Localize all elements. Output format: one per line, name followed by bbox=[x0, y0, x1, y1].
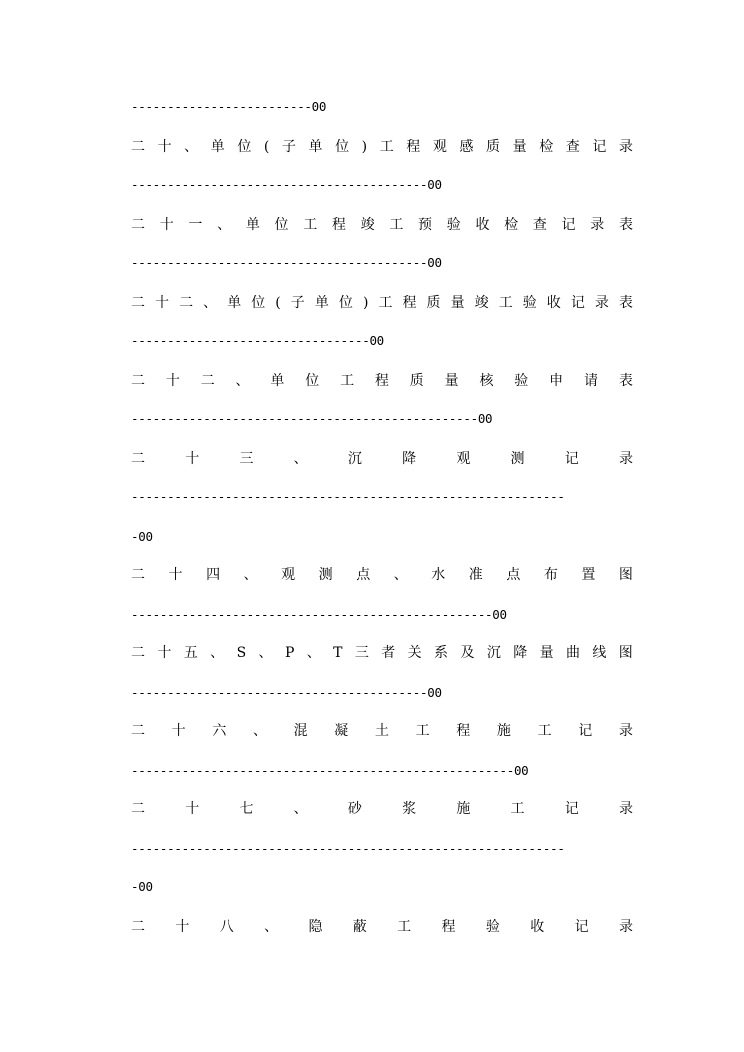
title-char: 施 bbox=[456, 801, 471, 817]
title-char: 、 bbox=[203, 295, 218, 311]
title-char: 申 bbox=[549, 373, 564, 389]
title-char: 施 bbox=[496, 723, 511, 739]
title-char: 录 bbox=[618, 801, 633, 817]
title-char: 二 bbox=[131, 801, 145, 817]
title-char: 记 bbox=[578, 723, 593, 739]
title-char: 工 bbox=[498, 295, 513, 311]
title-char: 十 bbox=[185, 451, 200, 467]
title-char: 点 bbox=[356, 567, 371, 583]
title-char: 关 bbox=[407, 645, 422, 661]
title-char: ) bbox=[362, 295, 369, 311]
title-char: 位 bbox=[274, 217, 289, 233]
title-char: 二 bbox=[131, 451, 145, 467]
title-char: 三 bbox=[354, 645, 369, 661]
title-char: 降 bbox=[402, 451, 417, 467]
title-char: S bbox=[236, 645, 247, 661]
title-char: 收 bbox=[546, 295, 561, 311]
title-char: 量 bbox=[539, 645, 554, 661]
title-char: 检 bbox=[504, 217, 519, 233]
toc-entry-title bbox=[131, 292, 633, 314]
title-char: 十 bbox=[157, 139, 172, 155]
title-char: 十 bbox=[157, 645, 172, 661]
toc-entry-title bbox=[131, 720, 633, 742]
title-char: 降 bbox=[513, 645, 528, 661]
title-char: 竣 bbox=[474, 295, 489, 311]
title-char: 单 bbox=[227, 295, 242, 311]
title-char: 程 bbox=[406, 139, 421, 155]
title-char: 观 bbox=[281, 567, 296, 583]
title-char: 浆 bbox=[402, 801, 417, 817]
title-char: 程 bbox=[441, 919, 456, 935]
title-char: 测 bbox=[510, 451, 525, 467]
title-char: ) bbox=[361, 139, 368, 155]
title-char: 观 bbox=[456, 451, 471, 467]
title-char: 、 bbox=[293, 801, 308, 817]
title-char: 验 bbox=[446, 217, 461, 233]
title-char: 工 bbox=[389, 217, 404, 233]
title-char: 二 bbox=[131, 567, 145, 583]
toc-leader-line: -----------------------------------------00 bbox=[131, 177, 442, 192]
title-char: 收 bbox=[530, 919, 545, 935]
title-char: 、 bbox=[258, 645, 273, 661]
title-char: 检 bbox=[539, 139, 554, 155]
title-char: 二 bbox=[131, 217, 145, 233]
title-char: 线 bbox=[592, 645, 607, 661]
title-char: 单 bbox=[308, 139, 323, 155]
title-char: 单 bbox=[314, 295, 329, 311]
title-char: 工 bbox=[340, 373, 355, 389]
title-char: 隐 bbox=[308, 919, 323, 935]
title-char: 七 bbox=[239, 801, 254, 817]
title-char: 十 bbox=[185, 801, 200, 817]
title-char: 二 bbox=[179, 295, 194, 311]
title-char: 量 bbox=[450, 295, 465, 311]
title-char: 及 bbox=[460, 645, 475, 661]
title-char: 一 bbox=[188, 217, 203, 233]
toc-leader-line: -----------------------------------------00 bbox=[131, 255, 442, 270]
title-char: 、 bbox=[184, 139, 199, 155]
title-char: 五 bbox=[183, 645, 198, 661]
title-char: 程 bbox=[402, 295, 417, 311]
title-char: 混 bbox=[293, 723, 308, 739]
toc-leader-line: -----------------------------------------00 bbox=[131, 685, 442, 700]
title-char: 工 bbox=[379, 139, 394, 155]
title-char: 质 bbox=[409, 373, 424, 389]
toc-leader-line: ------------------------------------------------00 bbox=[131, 411, 493, 426]
title-char: 表 bbox=[618, 295, 633, 311]
title-char: 单 bbox=[270, 373, 285, 389]
title-char: ( bbox=[263, 139, 270, 155]
title-char: 水 bbox=[431, 567, 446, 583]
title-char: 工 bbox=[397, 919, 412, 935]
title-char: 测 bbox=[318, 567, 333, 583]
title-char: 表 bbox=[618, 217, 633, 233]
title-char: 曲 bbox=[566, 645, 580, 661]
title-char: 二 bbox=[131, 295, 145, 311]
title-char: 十 bbox=[175, 919, 190, 935]
title-char: 记 bbox=[561, 217, 576, 233]
title-char: 录 bbox=[594, 295, 609, 311]
title-char: 录 bbox=[618, 919, 633, 935]
title-char: 沉 bbox=[486, 645, 501, 661]
toc-entry-title bbox=[131, 564, 633, 586]
title-char: 录 bbox=[618, 451, 633, 467]
title-char: 沉 bbox=[347, 451, 362, 467]
title-char: 十 bbox=[171, 723, 186, 739]
title-char: 点 bbox=[506, 567, 521, 583]
toc-entry-title bbox=[131, 370, 633, 392]
title-char: 查 bbox=[565, 139, 580, 155]
toc-leader-line: -------------------------00 bbox=[131, 99, 327, 114]
title-char: 工 bbox=[303, 217, 318, 233]
title-char: 、 bbox=[217, 217, 232, 233]
title-char: 预 bbox=[418, 217, 433, 233]
title-char: 者 bbox=[381, 645, 396, 661]
title-char: 核 bbox=[479, 373, 494, 389]
title-char: 程 bbox=[456, 723, 471, 739]
title-char: 工 bbox=[415, 723, 430, 739]
toc-leader-line: ------------------------------------------------------------ bbox=[131, 489, 565, 504]
title-char: 蔽 bbox=[352, 919, 367, 935]
title-char: 准 bbox=[468, 567, 483, 583]
title-char: 位 bbox=[338, 295, 353, 311]
title-char: 请 bbox=[583, 373, 598, 389]
title-char: 、 bbox=[243, 567, 258, 583]
toc-leader-line: ------------------------------------------------------------ bbox=[131, 841, 565, 856]
title-char: 记 bbox=[564, 451, 579, 467]
title-char: 工 bbox=[510, 801, 525, 817]
title-char: 观 bbox=[432, 139, 447, 155]
title-char: 程 bbox=[374, 373, 389, 389]
title-char: 验 bbox=[522, 295, 537, 311]
title-char: 量 bbox=[512, 139, 527, 155]
title-char: 布 bbox=[543, 567, 558, 583]
title-char: 四 bbox=[206, 567, 221, 583]
title-char: 图 bbox=[618, 645, 633, 661]
title-char: 收 bbox=[475, 217, 490, 233]
title-char: 验 bbox=[485, 919, 500, 935]
title-char: 十 bbox=[155, 295, 170, 311]
toc-entry-title bbox=[131, 916, 633, 938]
title-char: 子 bbox=[281, 139, 296, 155]
title-char: 质 bbox=[486, 139, 501, 155]
title-char: 二 bbox=[131, 139, 145, 155]
title-char: 工 bbox=[537, 723, 552, 739]
toc-entry-title bbox=[131, 214, 633, 236]
title-char: 单 bbox=[210, 139, 225, 155]
title-char: 单 bbox=[245, 217, 260, 233]
title-char: 、 bbox=[393, 567, 408, 583]
toc-entry-title bbox=[131, 136, 633, 158]
title-char: 录 bbox=[618, 139, 633, 155]
title-char: 位 bbox=[335, 139, 350, 155]
title-char: 、 bbox=[264, 919, 279, 935]
title-char: 记 bbox=[564, 801, 579, 817]
title-char: 子 bbox=[290, 295, 305, 311]
title-char: 、 bbox=[235, 373, 250, 389]
title-char: 感 bbox=[459, 139, 474, 155]
title-char: 竣 bbox=[360, 217, 375, 233]
title-char: 二 bbox=[131, 919, 145, 935]
title-char: 录 bbox=[590, 217, 605, 233]
title-char: T bbox=[333, 645, 343, 661]
title-char: 记 bbox=[570, 295, 585, 311]
title-char: 量 bbox=[444, 373, 459, 389]
toc-entry-title bbox=[131, 798, 633, 820]
title-char: 二 bbox=[200, 373, 215, 389]
title-char: 查 bbox=[532, 217, 547, 233]
title-char: 土 bbox=[374, 723, 389, 739]
title-char: 八 bbox=[219, 919, 234, 935]
toc-entry-title bbox=[131, 642, 633, 664]
title-char: 质 bbox=[426, 295, 441, 311]
title-char: 位 bbox=[305, 373, 320, 389]
title-char: 三 bbox=[239, 451, 254, 467]
title-char: 录 bbox=[618, 723, 633, 739]
title-char: 六 bbox=[212, 723, 227, 739]
title-char: 位 bbox=[237, 139, 252, 155]
title-char: 置 bbox=[581, 567, 596, 583]
title-char: ( bbox=[275, 295, 281, 311]
title-char: 工 bbox=[378, 295, 393, 311]
title-char: 、 bbox=[306, 645, 321, 661]
title-char: 记 bbox=[592, 139, 607, 155]
toc-leader-line: --------------------------------------------------00 bbox=[131, 607, 507, 622]
toc-leader-line: -----------------------------------------------------00 bbox=[131, 763, 529, 778]
title-char: P bbox=[284, 645, 295, 661]
title-char: 验 bbox=[514, 373, 529, 389]
title-char: 程 bbox=[331, 217, 346, 233]
toc-leader-line: -00 bbox=[131, 879, 153, 894]
title-char: 十 bbox=[159, 217, 174, 233]
title-char: 、 bbox=[293, 451, 308, 467]
title-char: 位 bbox=[251, 295, 266, 311]
title-char: 十 bbox=[165, 373, 180, 389]
title-char: 、 bbox=[252, 723, 267, 739]
title-char: 砂 bbox=[347, 801, 362, 817]
title-char: 系 bbox=[434, 645, 449, 661]
toc-leader-line: -00 bbox=[131, 529, 153, 544]
title-char: 图 bbox=[618, 567, 633, 583]
title-char: 十 bbox=[168, 567, 183, 583]
title-char: 二 bbox=[131, 723, 145, 739]
toc-leader-line: ---------------------------------00 bbox=[131, 333, 384, 348]
title-char: 凝 bbox=[334, 723, 349, 739]
title-char: 二 bbox=[131, 373, 145, 389]
toc-entry-title bbox=[131, 448, 633, 470]
title-char: 表 bbox=[618, 373, 633, 389]
title-char: 记 bbox=[574, 919, 589, 935]
title-char: 二 bbox=[131, 645, 145, 661]
title-char: 、 bbox=[210, 645, 225, 661]
